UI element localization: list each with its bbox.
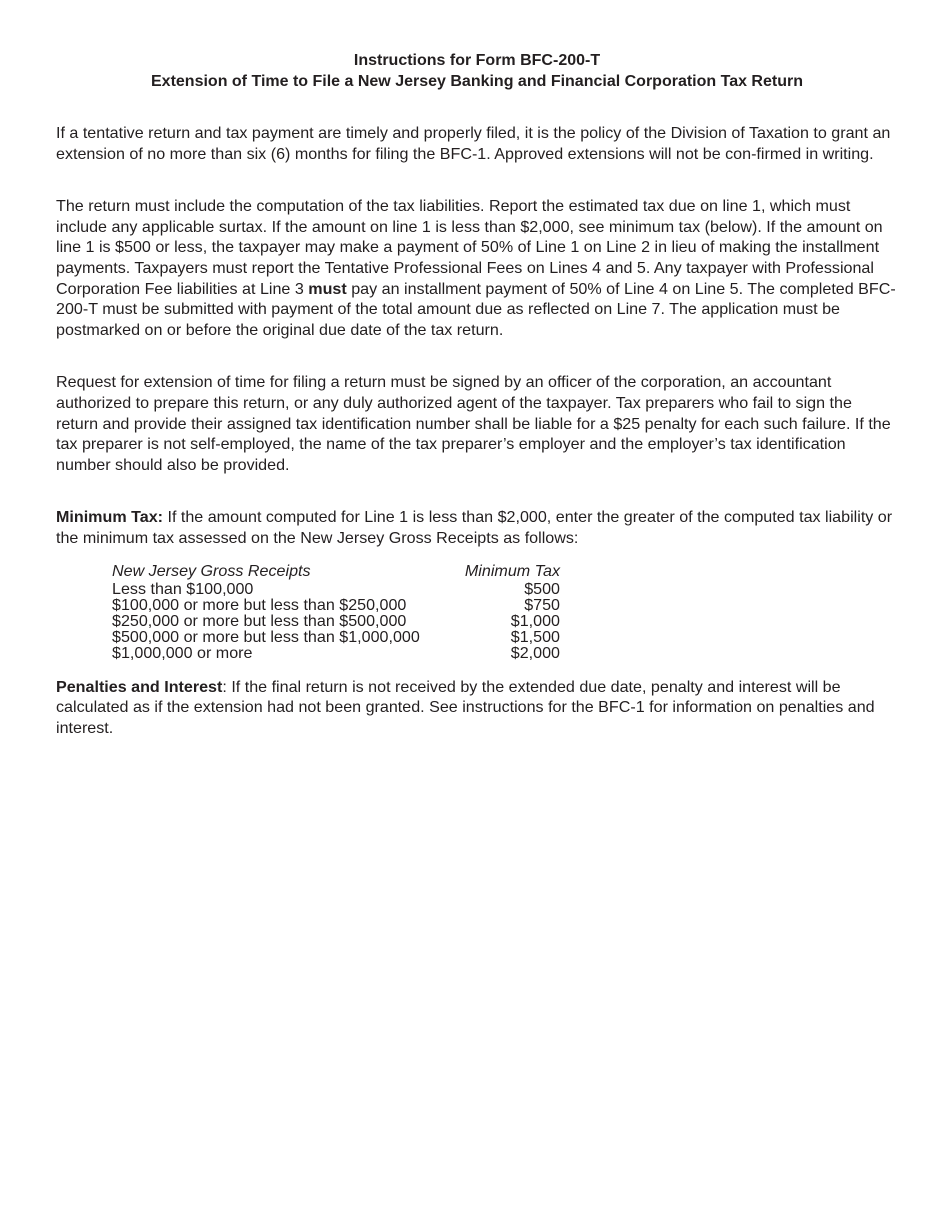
- paragraph-penalties: [56, 677, 898, 739]
- gross-receipts-cell: $250,000 or more but less than $500,000: [112, 611, 407, 630]
- page-subtitle: Extension of Time to File a New Jersey Banking and Financial Corporation Tax Return: [151, 73, 803, 90]
- table-row: [112, 597, 560, 613]
- paragraph-computation-bold: must: [308, 279, 347, 298]
- page-title: Instructions for Form BFC-200-T: [353, 52, 601, 69]
- penalties-heading: Penalties and Interest: [56, 677, 223, 696]
- gross-receipts-cell: $100,000 or more but less than $250,000: [112, 595, 407, 614]
- paragraph-extension-policy: If a tentative return and tax payment are timely and properly filed, it is the policy of the Division of Taxation to grant an extension of no more than six (6) months for filing the BFC-1. Approved extensions will not be con-firmed in writing.: [56, 124, 891, 163]
- paragraph-computation-text-1: The return must include the computation of the tax liabilities. Report the estimated tax due on line 1, which must include any applicable surtax. If the amount on line 1 is less than $2,000, see minimum tax (below). If the amount on line 1 is $500 or less, the taxpayer may make a payment of 50% of Line 1 on Line 2 in lieu of making the installment payments. Taxpayers must report the Tentative Professional Fees on Lines 4 and 5. Any taxpayer with Professional Corporation Fee liabilities at Line 3: [56, 197, 883, 298]
- gross-receipts-cell: Less than $100,000: [112, 579, 254, 598]
- paragraph-minimum-tax: [56, 507, 898, 548]
- minimum-tax-text: If the amount computed for Line 1 is less than $2,000, enter the greater of the computed tax liability or the minimum tax assessed on the New Jersey Gross Receipts as follows:: [56, 508, 893, 547]
- minimum-tax-cell: $2,000: [510, 643, 560, 662]
- column-header-gross-receipts: New Jersey Gross Receipts: [112, 561, 311, 580]
- table-row: [112, 645, 560, 661]
- header: [56, 50, 898, 92]
- table-row: [112, 613, 560, 629]
- paragraph-computation-text-2: pay an installment payment of 50% of Line 4 on Line 5. The completed BFC-200-T must be submitted with payment of the total amount due as reflected on Line 7. The application must be postmarked on or before the original due date of the tax return.: [56, 279, 896, 339]
- column-header-minimum-tax: Minimum Tax: [464, 561, 560, 580]
- penalties-text: : If the final return is not received by the extended due date, penalty and interest will be calculated as if the extension had not been granted. See instructions for the BFC-1 for information on penalties and interest.: [56, 677, 875, 737]
- minimum-tax-cell: $750: [524, 595, 560, 614]
- minimum-tax-heading: Minimum Tax:: [56, 508, 163, 527]
- paragraph-signature-requirements: Request for extension of time for filing a return must be signed by an officer of the corporation, an accountant authorized to prepare this return, or any duly authorized agent of the taxpayer. Tax preparers who fail to sign the return and provide their assigned tax identification number shall be liable for a $25 penalty for each such failure. If the tax preparer is not self-employed, the name of the tax preparer’s employer and the employer’s tax identification number should also be provided.: [56, 373, 891, 474]
- table-row: [112, 629, 560, 645]
- instructions-page: [56, 50, 898, 738]
- table-header-row: [112, 561, 560, 581]
- minimum-tax-cell: $500: [524, 579, 560, 598]
- minimum-tax-table: [112, 561, 560, 661]
- minimum-tax-cell: $1,000: [510, 611, 560, 630]
- paragraph-computation: [56, 196, 898, 340]
- gross-receipts-cell: $1,000,000 or more: [112, 643, 253, 662]
- table-row: [112, 581, 560, 597]
- minimum-tax-cell: $1,500: [510, 627, 560, 646]
- gross-receipts-cell: $500,000 or more but less than $1,000,000: [112, 627, 420, 646]
